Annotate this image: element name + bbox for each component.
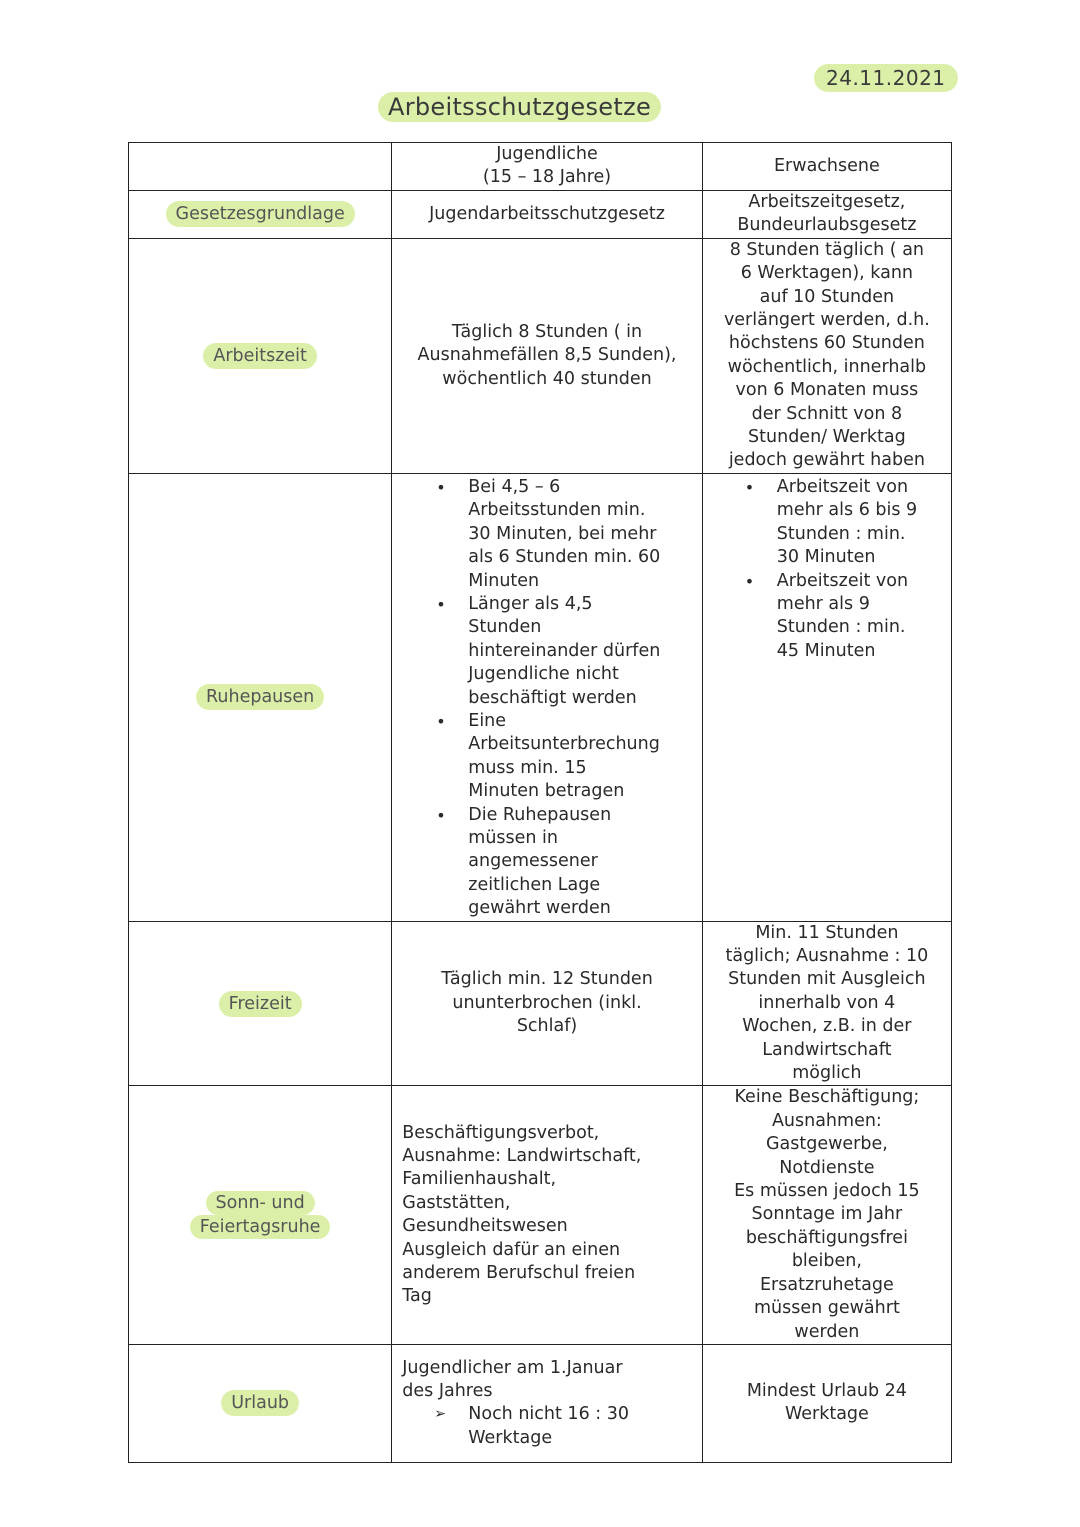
youth-cell: [392, 238, 703, 473]
adults-cell: [702, 238, 951, 473]
youth-cell: [392, 1086, 703, 1344]
header-row: [129, 143, 952, 191]
adults-cell: [702, 473, 951, 921]
adults-header: Erwachsene: [702, 143, 951, 191]
adults-cell: [702, 190, 951, 238]
cell-line: Mindest Urlaub 24: [746, 1381, 907, 1401]
cell-line: Wochen, z.B. in der: [742, 1016, 912, 1037]
cell-line: Täglich min. 12 Stunden: [441, 969, 653, 990]
comparison-table: [128, 142, 952, 1463]
adults-cell: [702, 1344, 951, 1462]
table-row: [129, 921, 952, 1086]
cell-line: hintereinander dürfen: [468, 640, 661, 661]
table-row: [129, 1344, 952, 1462]
label-line: [135, 1191, 385, 1215]
cell-line: wöchentlich, innerhalb: [727, 356, 927, 377]
row-label: [129, 238, 392, 473]
cell-line: Minuten betragen: [468, 781, 625, 802]
page-title: Arbeitsschutzgesetze: [378, 92, 661, 122]
cell-line: Gastgewerbe,: [765, 1134, 888, 1155]
cell-line: beschäftigt werden: [468, 687, 637, 708]
cell-line: der Schnitt von 8: [751, 403, 903, 424]
table-row: [129, 238, 952, 473]
cell-line: wöchentlich 40 stunden: [442, 368, 652, 389]
cell-line: verlängert werden, d.h.: [723, 310, 930, 331]
adults-cell: [702, 1086, 951, 1344]
label-highlight: Ruhepausen: [196, 684, 324, 710]
label-highlight: Sonn- und: [206, 1191, 315, 1215]
cell-line: Notdienste: [779, 1157, 875, 1178]
cell-line: höchstens 60 Stunden: [728, 333, 925, 354]
cell-line: • Länger als 4,5: [468, 593, 593, 614]
cell-line: • Die Ruhepausen: [468, 804, 612, 825]
cell-line: 6 Werktagen), kann: [740, 263, 914, 284]
cell-line: Stunden : min.: [776, 523, 906, 544]
cell-line: täglich; Ausnahme : 10: [725, 946, 929, 966]
row-label: [129, 921, 392, 1086]
cell-line: Täglich 8 Stunden ( in: [451, 321, 643, 342]
cell-line: Jugendliche nicht: [468, 664, 619, 685]
cell-line: von 6 Monaten muss: [735, 380, 919, 401]
cell-line: bleiben,: [791, 1251, 862, 1272]
label-line: [135, 1215, 385, 1239]
list-item: [468, 476, 696, 593]
cell-line: des Jahres: [402, 1381, 493, 1401]
cell-line: Min. 11 Stunden: [755, 922, 899, 943]
cell-line: Es müssen jedoch 15: [734, 1181, 920, 1202]
cell-line: jedoch gewährt haben: [728, 450, 925, 471]
cell-line: muss min. 15: [468, 757, 587, 778]
cell-line: Gesundheitswesen: [402, 1216, 568, 1237]
row-label: [129, 190, 392, 238]
cell-line: • Eine: [468, 710, 507, 731]
cell-line: mehr als 9: [776, 593, 870, 614]
cell-line: Tag: [402, 1286, 432, 1307]
cell-line: Keine Beschäftigung;: [734, 1087, 920, 1108]
bullet-list: [707, 476, 947, 663]
cell-line: Ersatzruhetage: [760, 1274, 894, 1295]
cell-line: 30 Minuten, bei mehr: [468, 523, 657, 544]
label-highlight: Freizeit: [219, 991, 302, 1017]
adults-cell: [702, 921, 951, 1086]
cell-line: Stunden : min.: [776, 617, 906, 638]
cell-line: Sonntage im Jahr: [751, 1204, 903, 1225]
bullet-list: [398, 476, 696, 921]
arrow-list-item: [402, 1403, 696, 1450]
label-highlight: Arbeitszeit: [203, 343, 317, 369]
cell-line: beschäftigungsfrei: [745, 1227, 908, 1248]
row-label: [129, 1086, 392, 1344]
youth-cell: [392, 921, 703, 1086]
cell-line: 30 Minuten: [776, 547, 876, 568]
cell-line: Arbeitszeitgesetz,: [748, 191, 906, 212]
cell-line: auf 10 Stunden: [759, 286, 895, 307]
cell-line: Stunden: [468, 617, 542, 638]
row-label: [129, 473, 392, 921]
cell-line: Jugendlicher am 1.Januar: [402, 1357, 623, 1378]
cell-line: anderem Berufschul freien: [402, 1262, 636, 1283]
cell-line: Werktage: [468, 1427, 553, 1448]
label-highlight: Urlaub: [221, 1390, 299, 1416]
label-highlight: Feiertagsruhe: [190, 1215, 331, 1239]
youth-header: [392, 143, 703, 191]
cell-line: Ausnahme: Landwirtschaft,: [402, 1145, 642, 1166]
list-item: [468, 804, 696, 921]
cell-line: Gaststätten,: [402, 1192, 511, 1213]
cell-line: zeitlichen Lage: [468, 874, 601, 895]
cell-line: Stunden/ Werktag: [748, 427, 906, 448]
youth-cell: [392, 1344, 703, 1462]
cell-line: • Bei 4,5 – 6: [468, 476, 561, 497]
cell-line: ununterbrochen (inkl.: [452, 992, 642, 1013]
youth-cell: Jugendarbeitsschutzgesetz: [392, 190, 703, 238]
table-row: [129, 473, 952, 921]
cell-line: • Arbeitszeit von: [776, 476, 909, 497]
list-item: [468, 593, 696, 710]
cell-line: 8 Stunden täglich ( an: [729, 239, 925, 260]
cell-line: innerhalb von 4: [758, 992, 896, 1013]
cell-line: Schlaf): [516, 1016, 578, 1037]
cell-line: müssen gewährt: [753, 1298, 900, 1319]
cell-line: Ausnahmen:: [771, 1110, 882, 1131]
cell-line: angemessener: [468, 851, 598, 872]
cell-line: gewährt werden: [468, 898, 611, 919]
cell-line: Landwirtschaft: [762, 1039, 892, 1060]
cell-line: Arbeitsstunden min.: [468, 500, 646, 521]
date-label: 24.11.2021: [814, 64, 958, 92]
cell-line: möglich: [792, 1063, 862, 1084]
cell-line: Arbeitsunterbrechung: [468, 734, 660, 755]
table-row: [129, 190, 952, 238]
cell-line: Ausgleich dafür an einen: [402, 1239, 621, 1260]
table-row: [129, 1086, 952, 1344]
cell-line: Ausnahmefällen 8,5 Sunden),: [417, 345, 677, 366]
youth-cell: [392, 473, 703, 921]
youth-header-line: Jugendliche: [496, 144, 598, 164]
cell-line: 45 Minuten: [776, 640, 876, 661]
cell-line: • Arbeitszeit von: [776, 570, 909, 591]
list-item: [468, 710, 696, 804]
list-item: [777, 570, 947, 664]
cell-line: werden: [794, 1321, 860, 1342]
list-item: [777, 476, 947, 570]
cell-line: Bundeurlaubsgesetz: [737, 215, 917, 236]
youth-header-line: (15 – 18 Jahre): [482, 167, 612, 188]
cell-line: Familienhaushalt,: [402, 1169, 557, 1190]
cell-line: mehr als 6 bis 9: [776, 500, 918, 521]
cell-line: Minuten: [468, 570, 540, 591]
cell-line: müssen in: [468, 827, 559, 848]
cell-line: Beschäftigungsverbot,: [402, 1122, 600, 1143]
cell-line: Werktage: [784, 1404, 869, 1425]
cell-line: ➢ Noch nicht 16 : 30: [468, 1404, 629, 1425]
empty-header-cell: [129, 143, 392, 191]
cell-line: als 6 Stunden min. 60: [468, 547, 661, 568]
cell-line: Stunden mit Ausgleich: [728, 969, 926, 990]
row-label: [129, 1344, 392, 1462]
label-highlight: Gesetzesgrundlage: [166, 201, 355, 227]
